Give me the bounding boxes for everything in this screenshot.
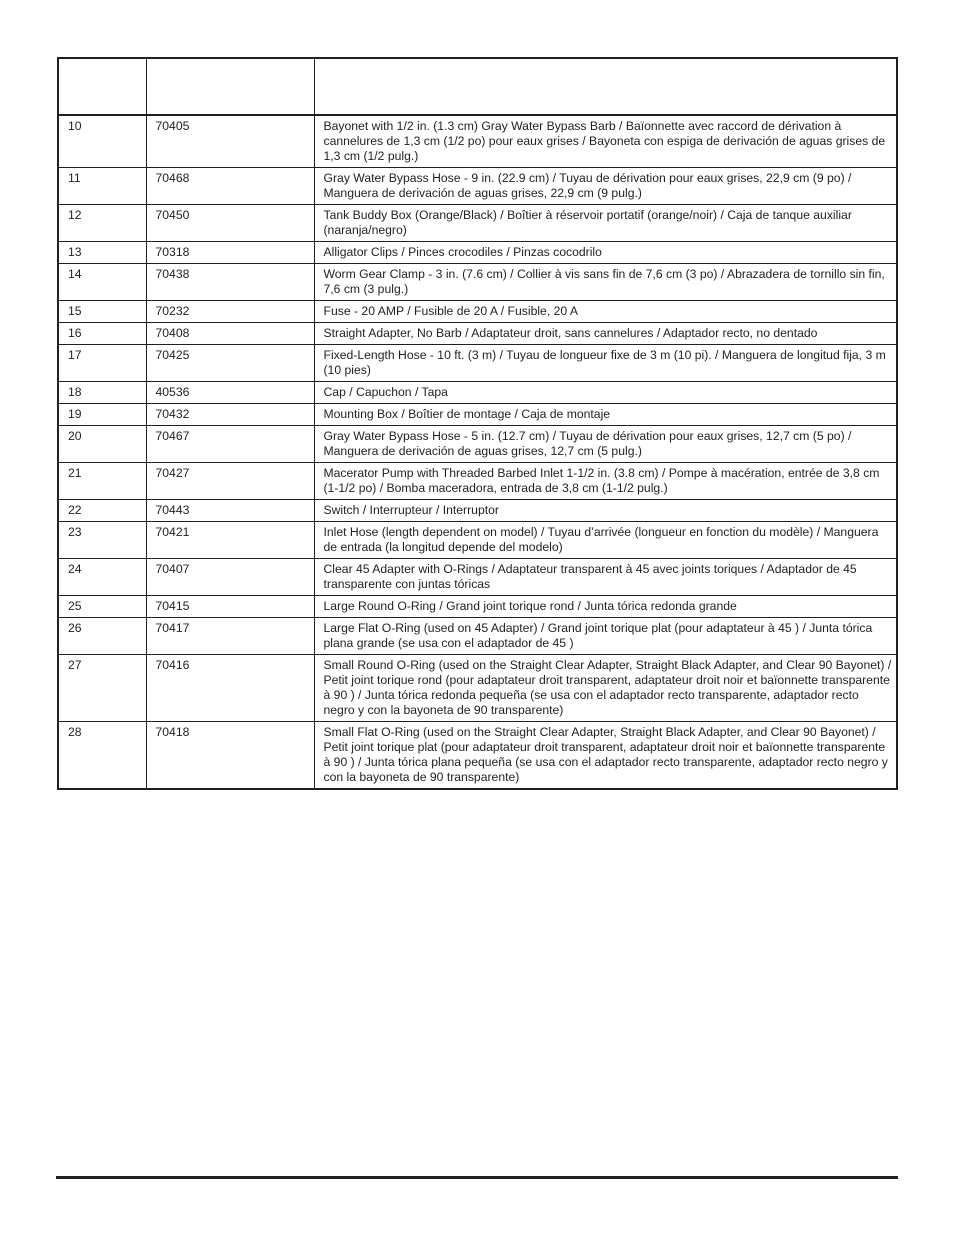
part-number: 70418 (146, 722, 314, 790)
header-item-number (58, 58, 146, 115)
part-number: 70416 (146, 655, 314, 722)
part-description: Clear 45 Adapter with O-Rings / Adaptateur transparent à 45 avec joints toriques / Adaptador de 45 transparente con juntas tóricas (314, 559, 897, 596)
table-row (58, 242, 897, 264)
table-row (58, 404, 897, 426)
item-number: 26 (58, 618, 146, 655)
part-number: 70421 (146, 522, 314, 559)
item-number: 16 (58, 323, 146, 345)
part-description: Large Round O-Ring / Grand joint torique rond / Junta tórica redonda grande (314, 596, 897, 618)
table-row (58, 618, 897, 655)
header-part-number (146, 58, 314, 115)
table-row (58, 559, 897, 596)
part-description: Bayonet with 1/2 in. (1.3 cm) Gray Water Bypass Barb / Baïonnette avec raccord de dérivation à cannelures de 1,3 cm (1/2 po) pour eaux grises / Bayoneta con espiga de derivación de aguas grises de 1,3 cm (1/2 pulg.) (314, 115, 897, 168)
table-row (58, 382, 897, 404)
part-number: 70408 (146, 323, 314, 345)
part-number: 70427 (146, 463, 314, 500)
part-number: 70405 (146, 115, 314, 168)
item-number: 22 (58, 500, 146, 522)
table-row (58, 345, 897, 382)
part-description: Fuse - 20 AMP / Fusible de 20 A / Fusible, 20 A (314, 301, 897, 323)
part-number: 70438 (146, 264, 314, 301)
part-description: Small Flat O-Ring (used on the Straight Clear Adapter, Straight Black Adapter, and Clear 90 Bayonet) / Petit joint torique plat (pour adaptateur droit transparent, adaptateur droit noir et baïonnette transparente à 90 ) / Junta tórica plana pequeña (se usa con el adaptador recto transparente, adaptador recto negro y con la bayoneta de 90 transparente) (314, 722, 897, 790)
item-number: 24 (58, 559, 146, 596)
item-number: 21 (58, 463, 146, 500)
table-header-row (58, 58, 897, 115)
table-row (58, 301, 897, 323)
table-row (58, 655, 897, 722)
part-number: 70432 (146, 404, 314, 426)
table-row (58, 205, 897, 242)
table-row (58, 168, 897, 205)
footer-rule (56, 1176, 898, 1179)
item-number: 19 (58, 404, 146, 426)
part-description: Switch / Interrupteur / Interruptor (314, 500, 897, 522)
parts-table (57, 57, 898, 790)
item-number: 11 (58, 168, 146, 205)
item-number: 10 (58, 115, 146, 168)
part-number: 70318 (146, 242, 314, 264)
table-body (58, 115, 897, 789)
table-row (58, 596, 897, 618)
part-number: 70417 (146, 618, 314, 655)
part-number: 70468 (146, 168, 314, 205)
table-row (58, 115, 897, 168)
item-number: 17 (58, 345, 146, 382)
part-description: Gray Water Bypass Hose - 9 in. (22.9 cm) / Tuyau de dérivation pour eaux grises, 22,9 cm (9 po) / Manguera de derivación de aguas grises, 22,9 cm (9 pulg.) (314, 168, 897, 205)
item-number: 28 (58, 722, 146, 790)
item-number: 27 (58, 655, 146, 722)
part-description: Cap / Capuchon / Tapa (314, 382, 897, 404)
item-number: 20 (58, 426, 146, 463)
item-number: 13 (58, 242, 146, 264)
item-number: 18 (58, 382, 146, 404)
part-description: Macerator Pump with Threaded Barbed Inlet 1-1/2 in. (3.8 cm) / Pompe à macération, entrée de 3,8 cm (1-1/2 po) / Bomba maceradora, entrada de 3,8 cm (1-1/2 pulg.) (314, 463, 897, 500)
part-number: 70415 (146, 596, 314, 618)
part-description: Large Flat O-Ring (used on 45 Adapter) / Grand joint torique plat (pour adaptateur à 45 ) / Junta tórica plana grande (se usa con el adaptador de 45 ) (314, 618, 897, 655)
part-number: 70232 (146, 301, 314, 323)
part-description: Alligator Clips / Pinces crocodiles / Pinzas cocodrilo (314, 242, 897, 264)
item-number: 14 (58, 264, 146, 301)
part-description: Tank Buddy Box (Orange/Black) / Boîtier à réservoir portatif (orange/noir) / Caja de tanque auxiliar (naranja/negro) (314, 205, 897, 242)
header-description (314, 58, 897, 115)
part-description: Mounting Box / Boîtier de montage / Caja de montaje (314, 404, 897, 426)
part-description: Fixed-Length Hose - 10 ft. (3 m) / Tuyau de longueur fixe de 3 m (10 pi). / Manguera de longitud fija, 3 m (10 pies) (314, 345, 897, 382)
item-number: 25 (58, 596, 146, 618)
part-number: 70450 (146, 205, 314, 242)
part-number: 70407 (146, 559, 314, 596)
table-row (58, 722, 897, 790)
part-number: 70443 (146, 500, 314, 522)
part-number: 70467 (146, 426, 314, 463)
table-row (58, 500, 897, 522)
part-description: Gray Water Bypass Hose - 5 in. (12.7 cm) / Tuyau de dérivation pour eaux grises, 12,7 cm (5 po) / Manguera de derivación de aguas grises, 12,7 cm (5 pulg.) (314, 426, 897, 463)
item-number: 15 (58, 301, 146, 323)
table-row (58, 522, 897, 559)
part-number: 70425 (146, 345, 314, 382)
part-description: Straight Adapter, No Barb / Adaptateur droit, sans cannelures / Adaptador recto, no dentado (314, 323, 897, 345)
part-description: Inlet Hose (length dependent on model) / Tuyau d’arrivée (longueur en fonction du modèle) / Manguera de entrada (la longitud depende del modelo) (314, 522, 897, 559)
part-number: 40536 (146, 382, 314, 404)
part-description: Small Round O-Ring (used on the Straight Clear Adapter, Straight Black Adapter, and Clear 90 Bayonet) / Petit joint torique rond (pour adaptateur droit transparent, adaptateur droit noir et baïonnette transparente à 90 ) / Junta tórica redonda pequeña (se usa con el adaptador recto transparente, adaptador recto negro y con la bayoneta de 90 transparente) (314, 655, 897, 722)
part-description: Worm Gear Clamp - 3 in. (7.6 cm) / Collier à vis sans fin de 7,6 cm (3 po) / Abrazadera de tornillo sin fin, 7,6 cm (3 pulg.) (314, 264, 897, 301)
item-number: 23 (58, 522, 146, 559)
item-number: 12 (58, 205, 146, 242)
table-row (58, 463, 897, 500)
table-row (58, 323, 897, 345)
table-row (58, 426, 897, 463)
table-row (58, 264, 897, 301)
